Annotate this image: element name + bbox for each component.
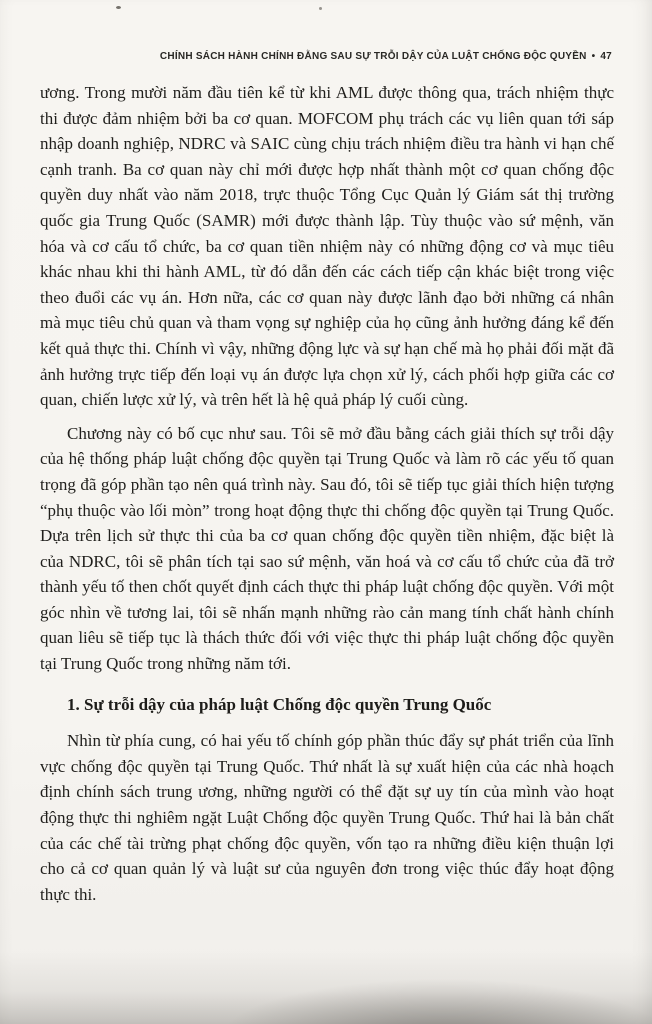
paragraph: Nhìn từ phía cung, có hai yếu tố chính góp phần thúc đẩy sự phát triển của lĩnh vực chống độc quyền tại Trung Quốc. Thứ nhất là sự xuất hiện của các nhà hoạch định chính sách trung ương, những người có thể đặt sự uy tín của mình vào hoạt động thực thi nghiêm ngặt Luật Chống độc quyền Trung Quốc. Thứ hai là bản chất của các chế tài trừng phạt chống độc quyền, vốn tạo ra những điều kiện thuận lợi cho cả cơ quan quản lý và luật sư của nguyên đơn trong việc thúc đẩy hoạt động thực thi. bbox=[40, 731, 614, 904]
header-separator: • bbox=[591, 51, 596, 62]
paragraph: Chương này có bố cục như sau. Tôi sẽ mở đầu bằng cách giải thích sự trỗi dậy của hệ thống pháp luật chống độc quyền tại Trung Quốc và làm rõ các yếu tố quan trọng đã góp phần tạo nên quá trình này. Sau đó, tôi sẽ tiếp tục giải thích hiện tượng “phụ thuộc vào lối mòn” trong hoạt động thực thi chống độc quyền tại Trung Quốc. Dựa trên lịch sử thực thi của ba cơ quan chống độc quyền tiền nhiệm, đặc biệt là của NDRC, tôi sẽ phân tích tại sao sứ mệnh, văn hoá và cơ cấu tổ chức của đã trở thành yếu tố then chốt quyết định cách thực thi pháp luật chống độc quyền. Với một góc nhìn về tương lai, tôi sẽ nhấn mạnh những rào cản mang tính chất hành chính quan liêu sẽ tiếp tục là thách thức đối với việc thực thi pháp luật chống độc quyền tại Trung Quốc trong những năm tới. bbox=[40, 423, 614, 674]
running-header bbox=[40, 51, 612, 62]
paragraph-continuation: ương. Trong mười năm đầu tiên kể từ khi AML được thông qua, trách nhiệm thực thi được đảm nhiệm bởi ba cơ quan. MOFCOM phụ trách các vụ liên quan tới sáp nhập doanh nghiệp, NDRC và SAIC cùng chịu trách nhiệm điều tra hành vi hạn chế cạnh tranh. Ba cơ quan này chỉ mới được hợp nhất thành một cơ quan chống độc quyền duy nhất vào năm 2018, trực thuộc Tổng Cục Quản lý Giám sát thị trường quốc gia Trung Quốc (SAMR) mới được thành lập. Tùy thuộc vào sứ mệnh, văn hóa và cơ cấu tổ chức, ba cơ quan tiền nhiệm này có những động cơ và mục tiêu khác nhau khi thi hành AML, từ đó dẫn đến các cách tiếp cận khác biệt trong việc theo đuổi các vụ án. Hơn nữa, các cơ quan này được lãnh đạo bởi những cá nhân mà mục tiêu chủ quan và tham vọng sự nghiệp của họ cũng ảnh hưởng đáng kể đến kết quả thực thi. Chính vì vậy, những động lực và sự hạn chế mà họ phải đối mặt đã ảnh hưởng trực tiếp đến loại vụ án được lựa chọn xử lý, cách phối hợp giữa các cơ quan, chiến lược xử lý, và trên hết là hệ quả pháp lý cuối cùng. bbox=[40, 83, 614, 410]
scan-shadow bbox=[0, 952, 652, 1024]
running-title: CHÍNH SÁCH HÀNH CHÍNH ĐẰNG SAU SỰ TRỖI DẬY CỦA LUẬT CHỐNG ĐỘC QUYỀN bbox=[159, 51, 587, 62]
scan-speck bbox=[116, 6, 121, 9]
scan-speck bbox=[319, 7, 322, 10]
page-body bbox=[40, 80, 614, 915]
section-heading: 1. Sự trỗi dậy của pháp luật Chống độc quyền Trung Quốc bbox=[67, 694, 492, 714]
page-number: 47 bbox=[600, 51, 612, 62]
